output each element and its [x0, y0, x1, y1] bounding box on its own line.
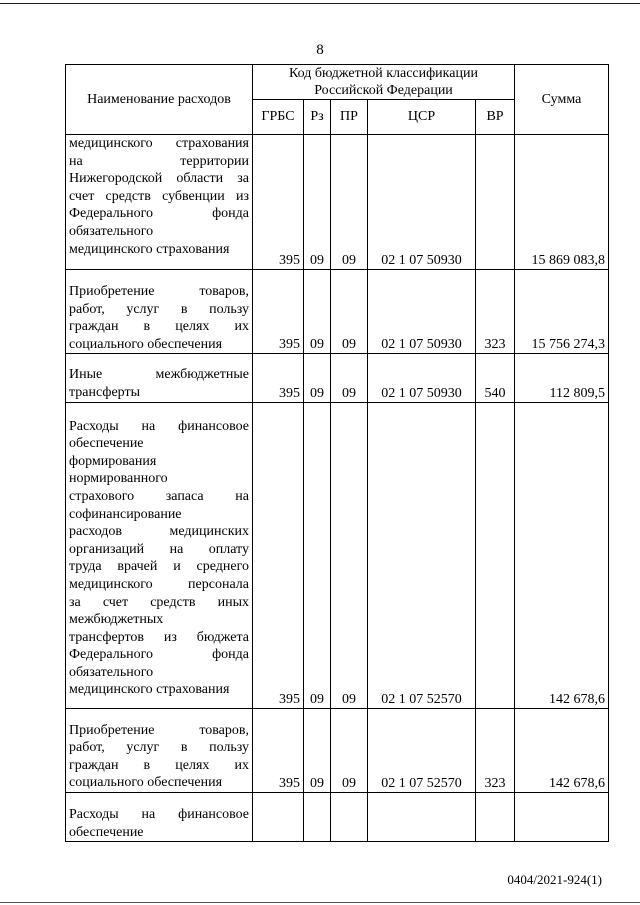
row-name-line: Приобретение товаров,: [69, 284, 249, 299]
row-name-line: работ, услуг в пользу: [69, 740, 249, 756]
row-name-line: обязательного: [69, 223, 154, 239]
row-name-line: социального обеспечения: [69, 336, 223, 352]
row-name-line: Нижегородской области за: [69, 171, 249, 187]
cell-grbs: 395: [253, 708, 304, 792]
cell-rz: 09: [304, 135, 331, 270]
row-name-line: медицинского персонала: [69, 576, 249, 592]
cell-sum: 142 678,6: [515, 402, 609, 708]
header-code-group: Код бюджетной классификации Российской Федерации: [253, 65, 515, 100]
cell-grbs: [253, 792, 304, 841]
row-name-line: обязательного: [69, 664, 154, 680]
row-name: [66, 792, 253, 841]
row-name-line: медицинского страхования: [69, 682, 230, 698]
table-row: [66, 270, 609, 354]
row-name-line: Федерального фонда: [69, 647, 249, 663]
table-body: [66, 135, 609, 842]
cell-pr: 09: [331, 402, 368, 708]
row-name-line: Расходы на финансовое: [69, 806, 249, 822]
row-name-line: трансферты: [69, 384, 141, 400]
cell-vr: [476, 402, 515, 708]
row-name-line: Иные межбюджетные: [69, 367, 249, 383]
cell-vr: [476, 135, 515, 270]
cell-grbs: 395: [253, 354, 304, 402]
cell-pr: 09: [331, 708, 368, 792]
cell-csr: [368, 792, 476, 841]
row-name-line: социального обеспечения: [69, 775, 223, 791]
table-row: [66, 402, 609, 708]
row-name: [66, 708, 253, 792]
row-name-line: расходов медицинских: [69, 524, 249, 540]
row-name-line: обеспечение: [69, 436, 144, 452]
cell-rz: 09: [304, 708, 331, 792]
header-pr: ПР: [331, 100, 368, 135]
row-name-line: медицинского страхования: [69, 136, 249, 151]
row-name-line: на территории: [69, 153, 249, 169]
cell-sum: [515, 792, 609, 841]
cell-csr: 02 1 07 52570: [368, 708, 476, 792]
row-name-line: работ, услуг в пользу: [69, 301, 249, 317]
cell-pr: [331, 792, 368, 841]
cell-vr: 323: [476, 708, 515, 792]
cell-rz: 09: [304, 402, 331, 708]
row-name: [66, 402, 253, 708]
header-rz: Рз: [304, 100, 331, 135]
row-name-line: софинансирование: [69, 506, 182, 522]
cell-rz: 09: [304, 354, 331, 402]
cell-vr: 540: [476, 354, 515, 402]
row-name-line: медицинского страхования: [69, 241, 230, 257]
cell-pr: 09: [331, 354, 368, 402]
document-code: 0404/2021-924(1): [507, 872, 602, 887]
cell-csr: 02 1 07 52570: [368, 402, 476, 708]
row-name-line: межбюджетных: [69, 612, 164, 628]
cell-grbs: 395: [253, 402, 304, 708]
cell-sum: 15 869 083,8: [515, 135, 609, 270]
row-name-line: нормированного: [69, 471, 168, 487]
budget-table: [65, 64, 609, 842]
header-grbs: ГРБС: [253, 100, 304, 135]
row-name-line: граждан в целях их: [69, 757, 249, 773]
cell-sum: 15 756 274,3: [515, 270, 609, 354]
row-name-line: страхового запаса на: [69, 488, 249, 504]
header-vr: ВР: [476, 100, 515, 135]
cell-rz: [304, 792, 331, 841]
cell-rz: 09: [304, 270, 331, 354]
table-row: [66, 354, 609, 402]
row-name: [66, 354, 253, 402]
table-row: [66, 708, 609, 792]
row-name-line: Приобретение товаров,: [69, 722, 249, 738]
cell-vr: [476, 792, 515, 841]
top-rule: [0, 3, 640, 4]
row-name: [66, 270, 253, 354]
cell-pr: 09: [331, 270, 368, 354]
table-row: [66, 135, 609, 270]
cell-csr: 02 1 07 50930: [368, 135, 476, 270]
cell-sum: 142 678,6: [515, 708, 609, 792]
header-sum: Сумма: [515, 65, 609, 135]
row-name-line: счет средств субвенции из: [69, 188, 249, 204]
row-name-line: за счет средств иных: [69, 594, 249, 610]
row-name-line: Расходы на финансовое: [69, 418, 249, 434]
cell-grbs: 395: [253, 135, 304, 270]
cell-pr: 09: [331, 135, 368, 270]
row-name-line: формирования: [69, 453, 157, 469]
row-name-line: граждан в целях их: [69, 319, 249, 335]
cell-sum: 112 809,5: [515, 354, 609, 402]
page-number: 8: [316, 42, 324, 58]
cell-vr: 323: [476, 270, 515, 354]
bottom-rule: [0, 902, 640, 903]
row-name-line: труда врачей и среднего: [69, 559, 249, 575]
header-csr: ЦСР: [368, 100, 476, 135]
cell-csr: 02 1 07 50930: [368, 354, 476, 402]
row-name: [66, 135, 253, 270]
cell-grbs: 395: [253, 270, 304, 354]
table-row: [66, 792, 609, 841]
cell-csr: 02 1 07 50930: [368, 270, 476, 354]
header-name: Наименование расходов: [66, 65, 253, 135]
row-name-line: организаций на оплату: [69, 541, 249, 557]
row-name-line: Федерального фонда: [69, 206, 249, 222]
row-name-line: обеспечение: [69, 824, 144, 840]
row-name-line: трансфертов из бюджета: [69, 629, 249, 645]
